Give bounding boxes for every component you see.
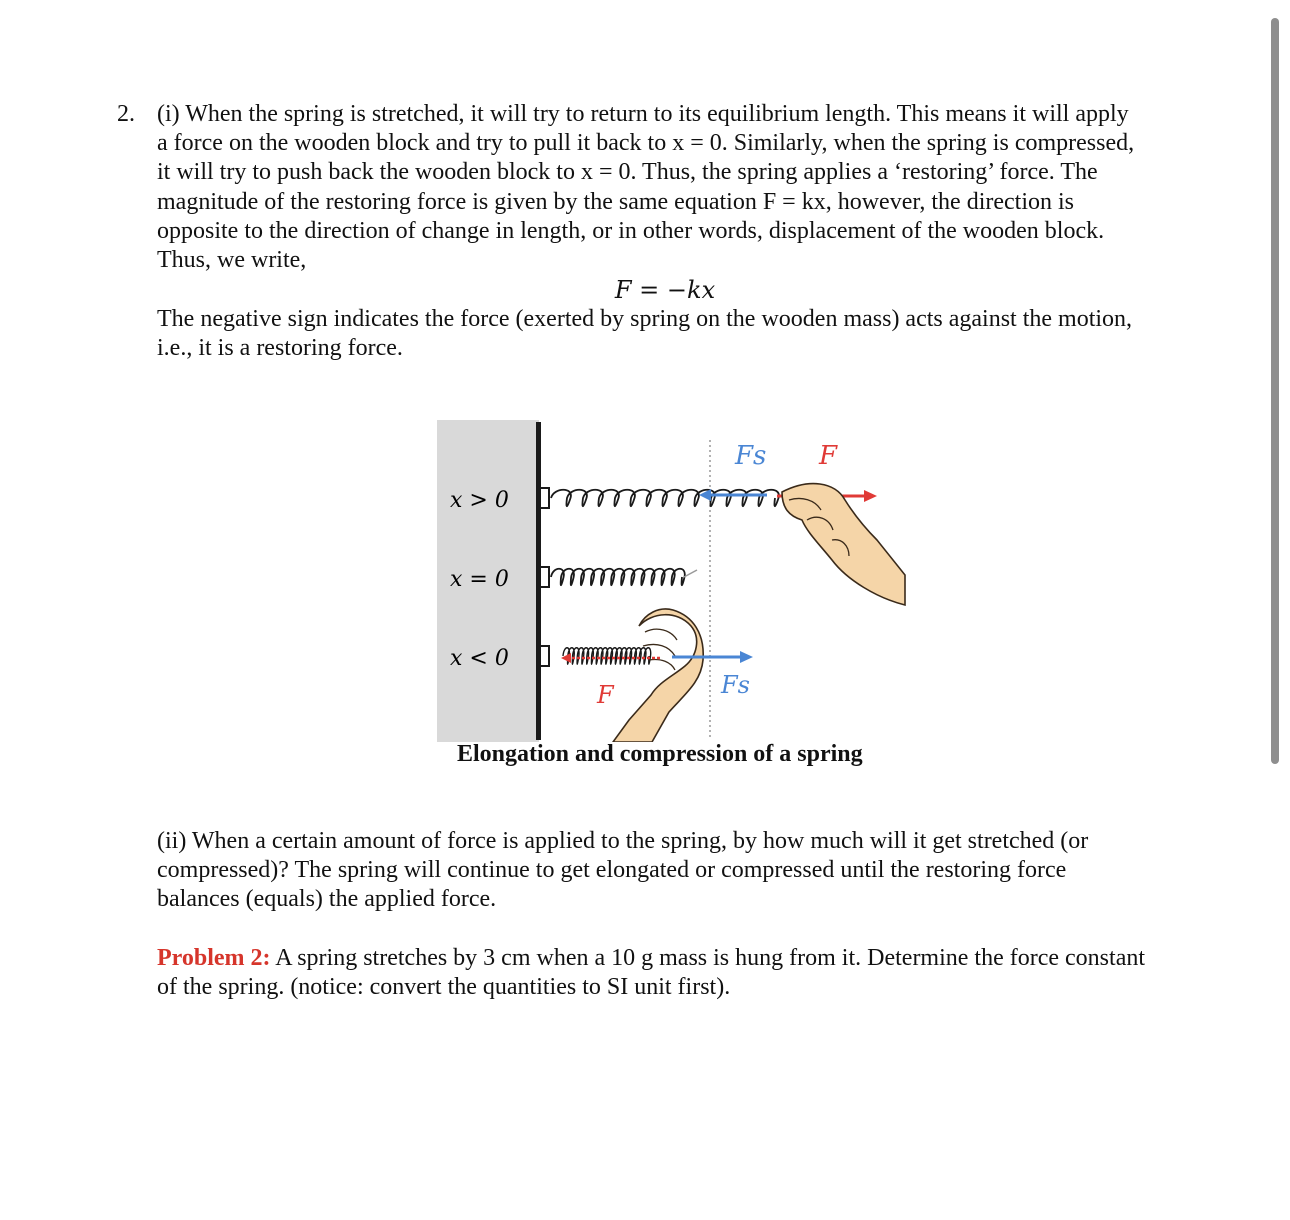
spring-figure [437,420,917,742]
row-label-compressed: x < 0 [450,646,509,671]
spring-anchor [541,488,549,508]
equation [0,275,1290,305]
equation-text: F = −kx [614,276,716,304]
spring-diagram [437,420,917,742]
row-label-stretched: x > 0 [450,488,509,513]
spring-anchor [541,567,549,587]
spring-force-label-top: Fs [735,441,767,471]
text-line: compressed)? The spring will continue to get elongated or compressed until the restoring force [157,857,1067,884]
hand-pushing [613,609,703,742]
figure-caption: Elongation and compression of a spring [457,741,863,767]
problem-label: Problem 2: [157,945,271,971]
text-line: (ii) When a certain amount of force is applied to the spring, by how much will it get stretched (or [157,828,1089,854]
spring-force-label-bottom: Fs [721,671,750,699]
text-line: balances (equals) the applied force. [157,886,497,913]
hand-pulling [782,484,905,605]
row-label-equilibrium: x = 0 [450,567,509,592]
spring-anchor [541,646,549,666]
text-line: of the spring. (notice: convert the quantities to SI unit first). [157,974,731,1001]
applied-force-label-top: F [819,441,838,471]
applied-force-arrowhead-top [864,490,877,502]
problem-text: A spring stretches by 3 cm when a 10 g mass is hung from it. Determine the force constant [270,945,1146,971]
text-line: The negative sign indicates the force (exerted by spring on the wooden mass) acts against the motion, [157,306,1133,332]
applied-force-label-bottom: F [597,681,614,709]
text-line: Thus, we write, [157,247,307,274]
part-ii-paragraph [157,827,1184,915]
problem-paragraph [157,944,1184,1002]
text-line: (i) When the spring is stretched, it will try to return to its equilibrium length. This means it will apply [157,101,1129,127]
text-line: magnitude of the restoring force is given by the same equation F = kx, however, the direction is [157,188,1075,215]
explanation-paragraph [157,305,1184,363]
spring-equilibrium [551,569,685,586]
wall-edge [536,422,541,740]
text-line: i.e., it is a restoring force. [157,335,403,362]
spring-compressed [563,648,651,665]
text-line: a force on the wooden block and try to pull it back to x = 0. Similarly, when the spring is compressed, [157,130,1135,157]
spring-stretched [551,490,779,507]
text-line [157,944,1184,973]
text-line: opposite to the direction of change in length, or in other words, displacement of the wooden block. [157,217,1105,244]
item-number: 2. [117,101,135,127]
text-line: it will try to push back the wooden block to x = 0. Thus, the spring applies a ‘restoring’ force. The [157,159,1098,186]
part-i-paragraph [157,100,1184,275]
scrollbar[interactable] [1271,18,1279,764]
spring-hook [684,570,697,577]
spring-force-arrowhead-bottom [740,651,753,663]
